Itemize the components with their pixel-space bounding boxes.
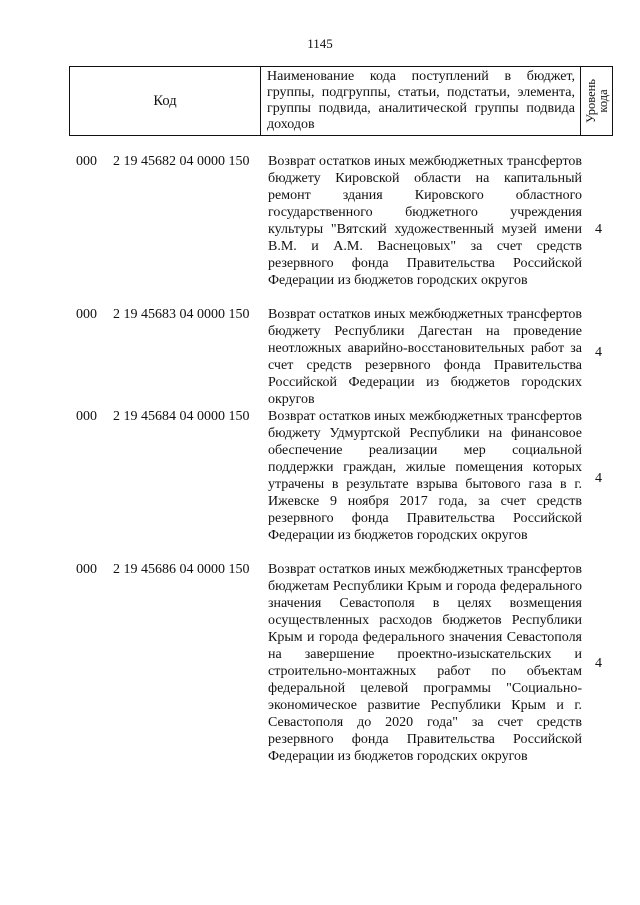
row-code: 2 19 45683 04 0000 150 — [113, 307, 250, 322]
header-level-line1: Уровень — [583, 78, 598, 124]
row-level: 4 — [595, 345, 602, 360]
row-code: 2 19 45682 04 0000 150 — [113, 154, 250, 169]
row-level: 4 — [595, 222, 602, 237]
row-prefix: 000 — [76, 562, 97, 577]
row-code: 2 19 45686 04 0000 150 — [113, 562, 250, 577]
header-name-column: Наименование кода поступлений в бюджет, группы, подгруппы, статьи, подстатьи, элемента, группы подвида, аналитической группы подвида доходов — [261, 67, 581, 135]
header-level-label — [585, 79, 609, 123]
row-name: Возврат остатков иных межбюджетных трансфертов бюджетам Республики Крым и города федерального значения Севастополя в целях возмещения осуществленных расходов бюджетов Республики Крым и города федерального значения Севастополя на завершение проектно-изыскательских и строительно-монтажных работ по объектам федеральной целевой программы "Социально-экономическое развитие Республики Крым и г. Севастополя до 2020 года" за счет средств резервного фонда Правительства Российской Федерации из бюджетов городских округов — [268, 562, 582, 764]
row-name: Возврат остатков иных межбюджетных трансфертов бюджету Удмуртской Республики на финансовое обеспечение реализации мер социальной поддержки граждан, жилые помещения которых утрачены в результате взрыва бытового газа в г. Ижевске 9 ноября 2017 года, за счет средств резервного фонда Правительства Российской Федерации из бюджетов городских округов — [268, 409, 582, 543]
header-code-column: Код — [70, 67, 261, 135]
row-name: Возврат остатков иных межбюджетных трансфертов бюджету Республики Дагестан на проведение неотложных аварийно-восстановительных работ за счет средств резервного фонда Правительства Российской Федерации из бюджетов городских округов — [268, 307, 582, 407]
row-level: 4 — [595, 471, 602, 486]
header-level-column — [581, 67, 612, 135]
header-level-line2: кода — [595, 89, 610, 113]
row-prefix: 000 — [76, 409, 97, 424]
row-name: Возврат остатков иных межбюджетных трансфертов бюджету Кировской области на капитальный ремонт здания Кировского областного государственного бюджетного учреждения культуры "Вятский художественный музей имени В.М. и А.М. Васнецовых" за счет средств резервного фонда Правительства Российской Федерации из бюджетов городских округов — [268, 154, 582, 288]
table-header — [69, 66, 613, 136]
row-prefix: 000 — [76, 154, 97, 169]
row-prefix: 000 — [76, 307, 97, 322]
page-number: 1145 — [307, 36, 333, 51]
row-code: 2 19 45684 04 0000 150 — [113, 409, 250, 424]
row-level: 4 — [595, 656, 602, 671]
